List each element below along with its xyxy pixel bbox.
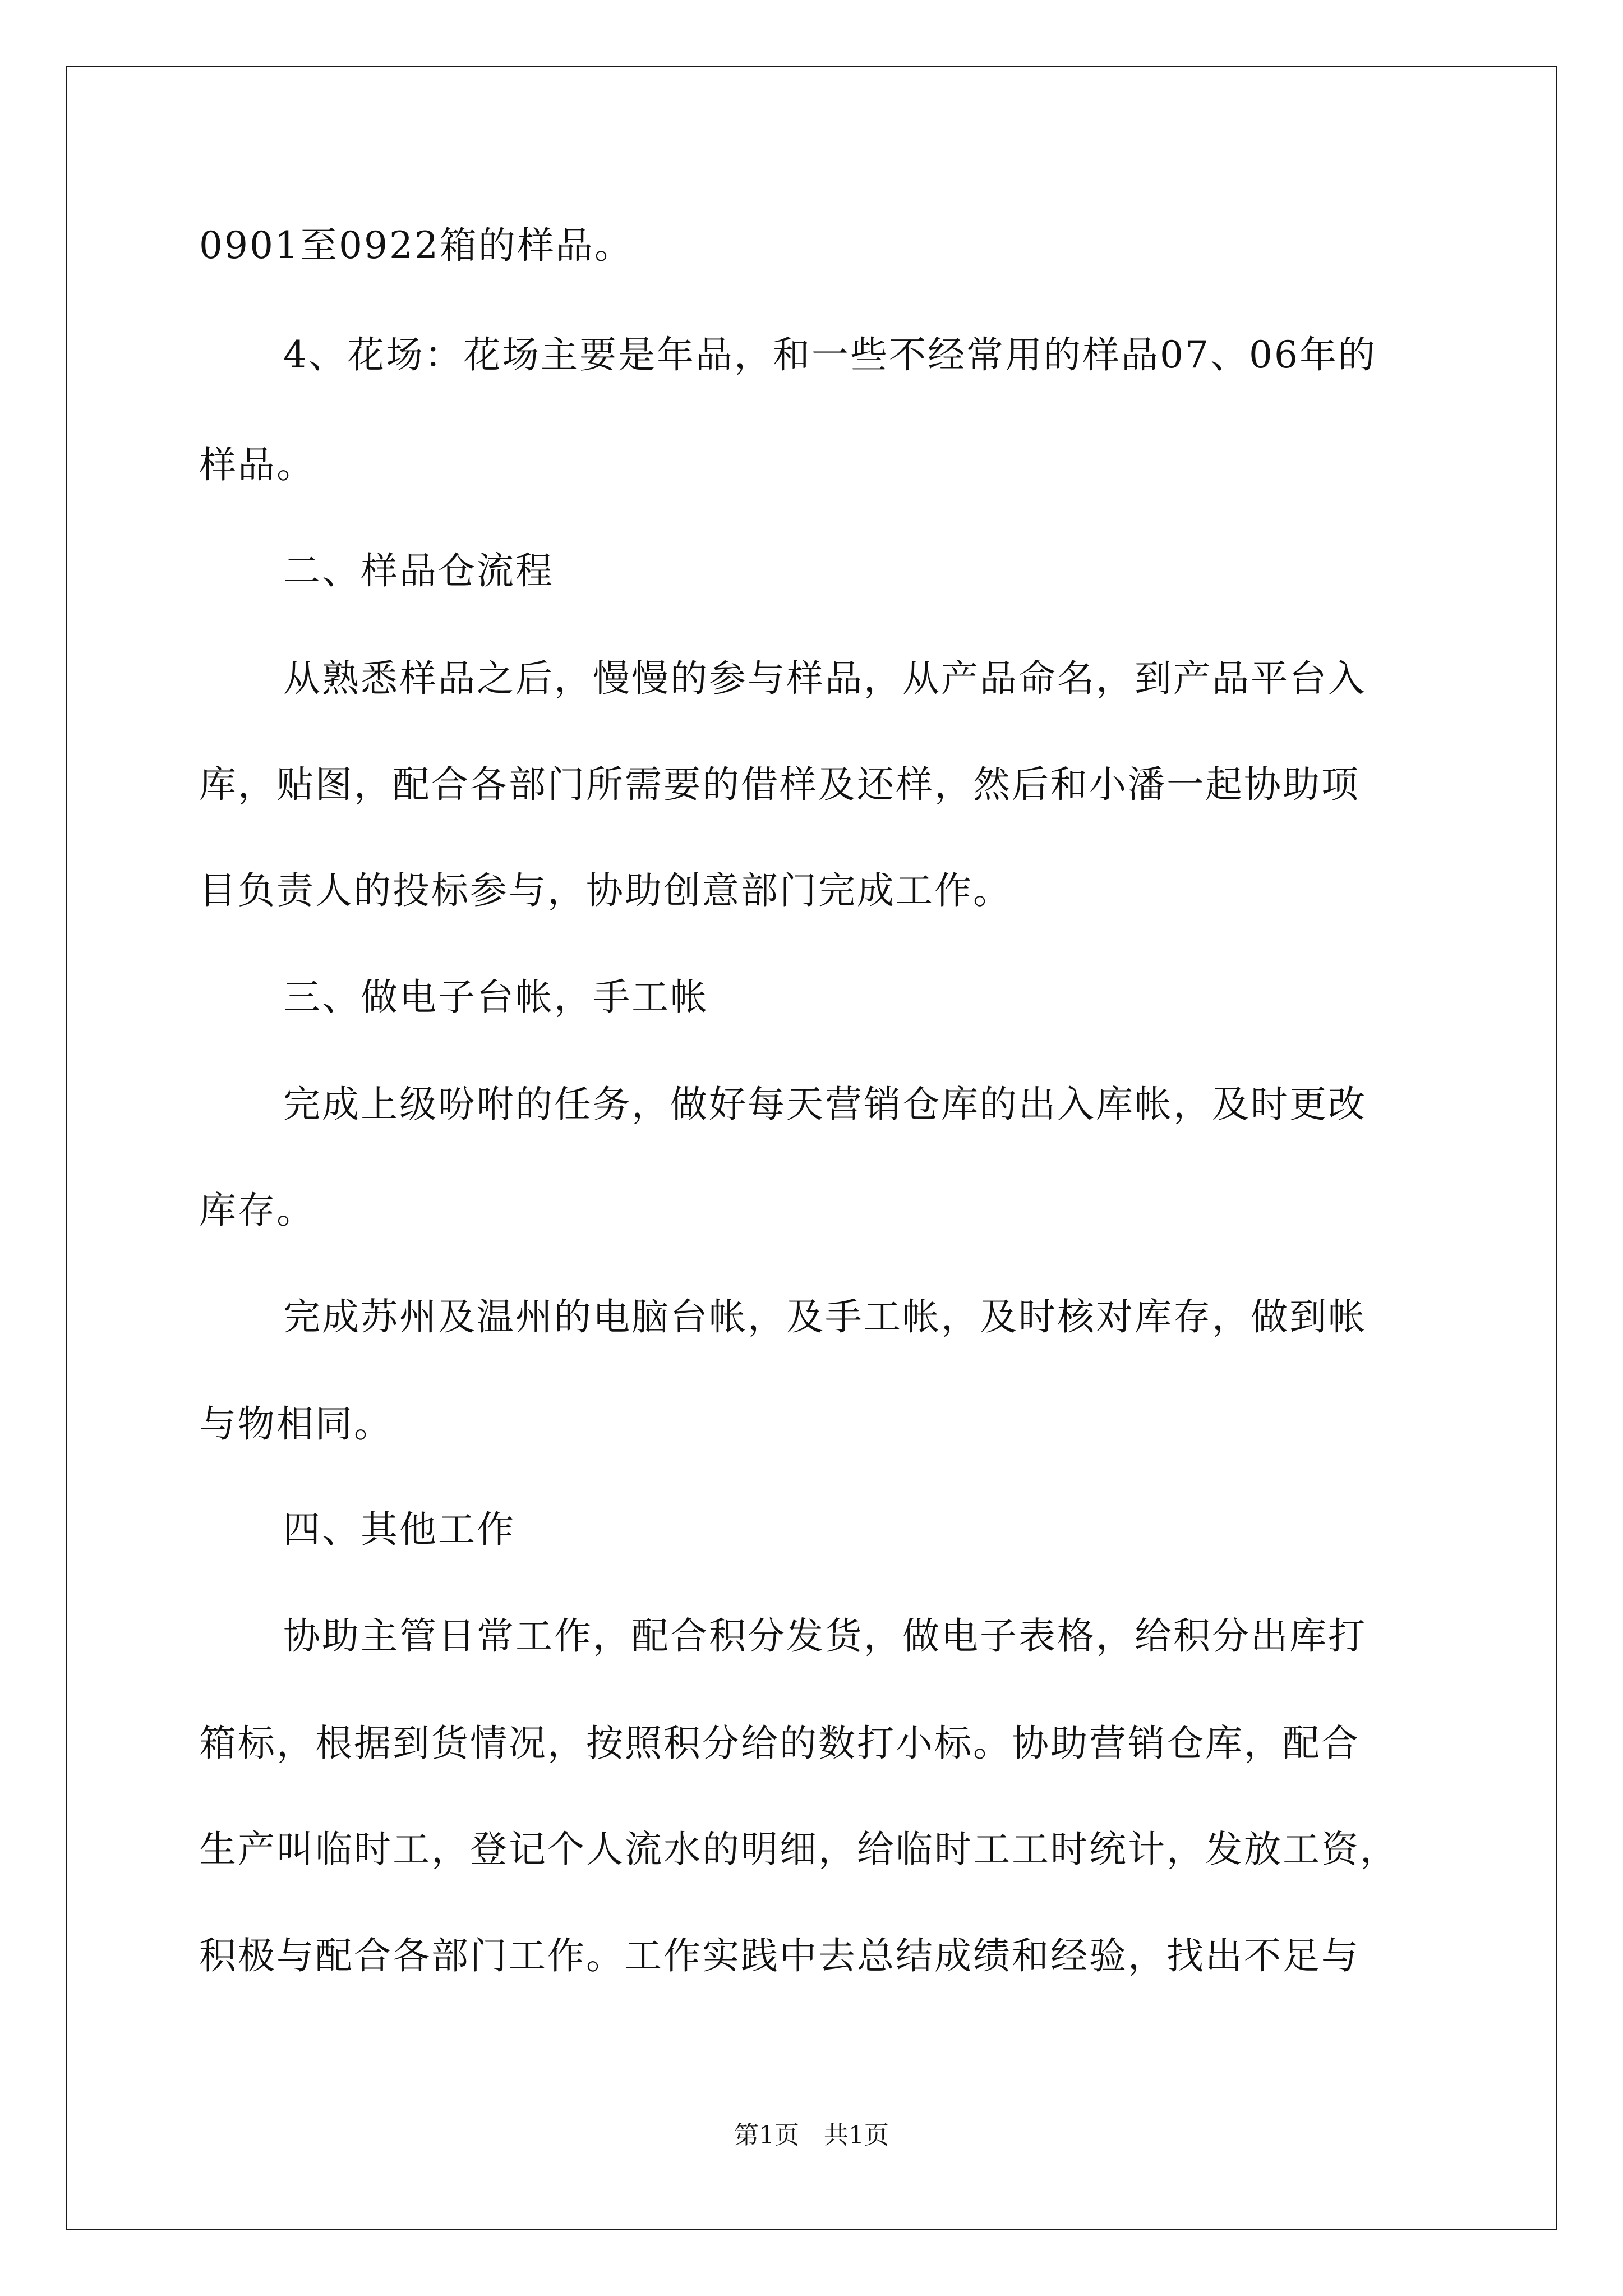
text-line: 积极与配合各部门工作。工作实践中去总结成绩和经验，找出不足与 <box>199 1934 1360 1977</box>
text-line: 生产叫临时工，登记个人流水的明细，给临时工工时统计，发放工资， <box>199 1828 1399 1871</box>
text-line: 库，贴图，配合各部门所需要的借样及还样，然后和小潘一起协助项 <box>199 763 1360 806</box>
text-line: 与物相同。 <box>199 1402 393 1446</box>
section-heading: 二、样品仓流程 <box>283 549 554 592</box>
text-line: 协助主管日常工作，配合积分发货，做电子表格，给积分出库打 <box>283 1614 1367 1658</box>
page-footer: 第1页 共1页 <box>734 2121 889 2150</box>
text-line: 完成上级吩咐的任务，做好每天营销仓库的出入库帐，及时更改 <box>283 1083 1367 1126</box>
text-line: 从熟悉样品之后，慢慢的参与样品，从产品命名，到产品平台入 <box>283 657 1367 700</box>
page-border <box>66 66 1557 2230</box>
text-line: 0901至0922箱的样品。 <box>199 224 633 267</box>
text-line: 样品。 <box>199 443 315 486</box>
text-line: 4、花场：花场主要是年品，和一些不经常用的样品07、06年的 <box>283 333 1377 376</box>
text-line: 库存。 <box>199 1189 315 1232</box>
text-line: 箱标，根据到货情况，按照积分给的数打小标。协助营销仓库，配合 <box>199 1722 1360 1765</box>
text-line: 目负责人的投标参与，协助创意部门完成工作。 <box>199 869 1012 912</box>
section-heading: 三、做电子台帐，手工帐 <box>283 976 709 1019</box>
section-heading: 四、其他工作 <box>283 1508 515 1551</box>
text-line: 完成苏州及温州的电脑台帐，及手工帐，及时核对库存，做到帐 <box>283 1295 1367 1338</box>
